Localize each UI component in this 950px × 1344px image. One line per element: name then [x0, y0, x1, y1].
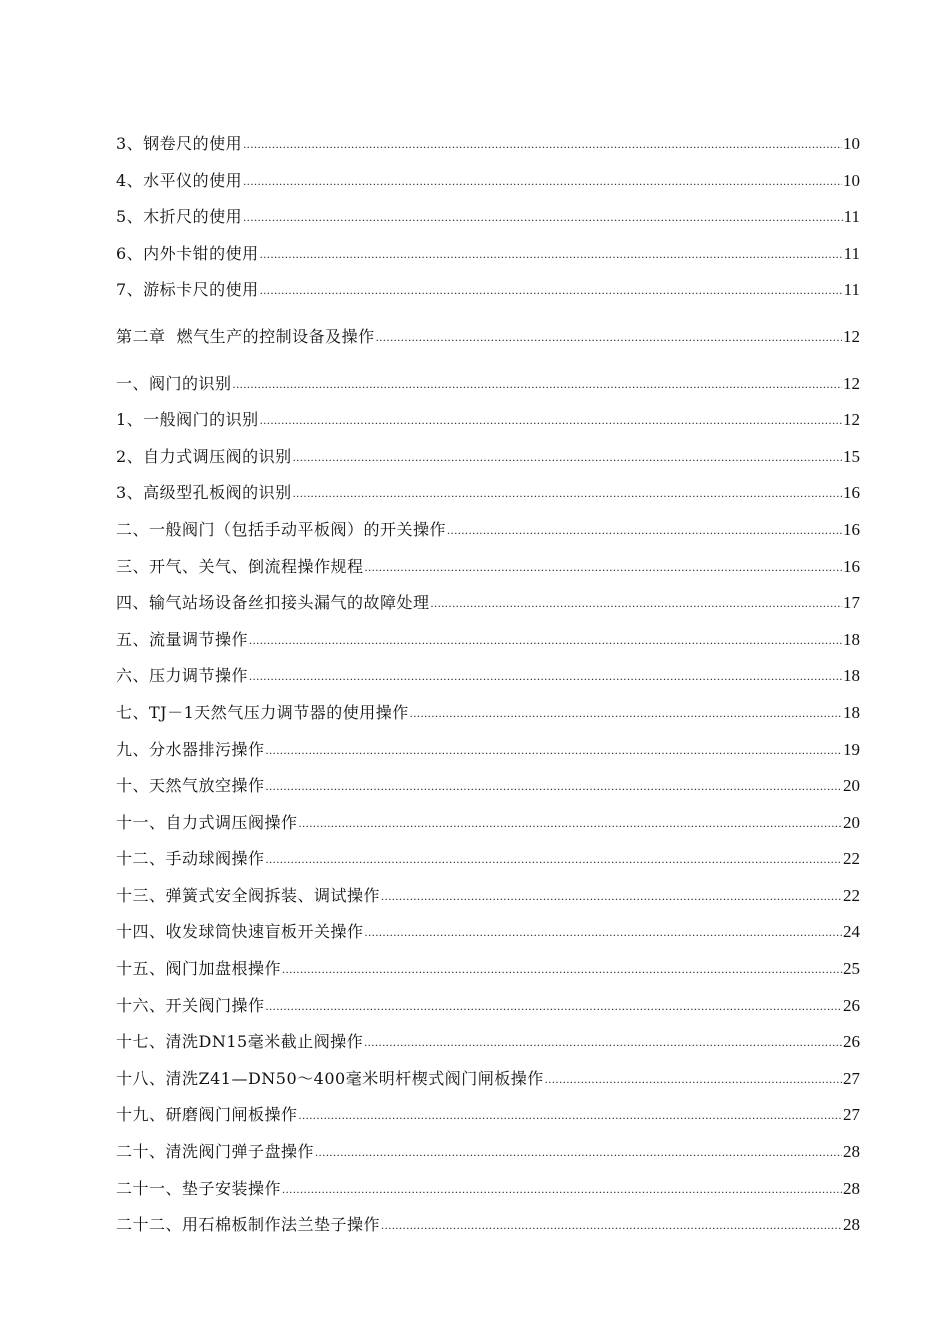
toc-entry[interactable] — [116, 951, 860, 988]
toc-entry-page: 28 — [843, 1178, 860, 1198]
toc-entry-title: 1、一般阀门的识别 — [116, 410, 259, 430]
toc-entry-page: 16 — [843, 483, 860, 503]
toc-chapter-entry[interactable] — [116, 319, 860, 356]
toc-entry-title: 十六、开关阀门操作 — [116, 995, 265, 1015]
toc-dot-leader — [431, 597, 842, 609]
toc-entry-page: 17 — [843, 593, 860, 613]
toc-entry-page: 28 — [843, 1215, 860, 1235]
toc-entry-title: 4、水平仪的使用 — [116, 170, 243, 190]
toc-entry[interactable] — [116, 1171, 860, 1208]
toc-dot-leader — [293, 451, 842, 463]
toc-entry-page: 22 — [843, 885, 860, 905]
toc-entry-title: 七、TJ－1天然气压力调节器的使用操作 — [116, 702, 409, 722]
toc-entry-page: 20 — [843, 776, 860, 796]
toc-entry[interactable] — [116, 512, 860, 549]
toc-entry-title: 十八、清洗Z41—DN50～400毫米明杆楔式阀门闸板操作 — [116, 1068, 544, 1088]
toc-dot-leader — [365, 561, 842, 573]
toc-dot-leader — [282, 963, 842, 975]
toc-dot-leader — [381, 1219, 842, 1231]
toc-entry-title: 第二章 燃气生产的控制设备及操作 — [116, 326, 375, 346]
toc-entry-page: 27 — [843, 1105, 860, 1125]
toc-entry-title: 十四、收发球筒快速盲板开关操作 — [116, 922, 364, 942]
toc-entry[interactable] — [116, 163, 860, 200]
toc-entry[interactable] — [116, 1024, 860, 1061]
toc-entry-page: 11 — [843, 243, 860, 263]
toc-dot-leader — [410, 707, 842, 719]
toc-dot-leader — [299, 1109, 842, 1121]
toc-entry-page: 24 — [843, 922, 860, 942]
toc-dot-leader — [243, 211, 842, 223]
toc-entry-title: 二十、清洗阀门弹子盘操作 — [116, 1142, 315, 1162]
toc-dot-leader — [260, 248, 843, 260]
toc-entry[interactable] — [116, 768, 860, 805]
toc-entry-title: 6、内外卡钳的使用 — [116, 243, 259, 263]
toc-dot-leader — [365, 926, 842, 938]
toc-dot-leader — [315, 1146, 842, 1158]
toc-entry[interactable] — [116, 1134, 860, 1171]
toc-entry-title: 二十一、垫子安装操作 — [116, 1178, 282, 1198]
toc-entry-title: 十、天然气放空操作 — [116, 776, 265, 796]
toc-entry[interactable] — [116, 914, 860, 951]
toc-entry-page: 12 — [843, 410, 860, 430]
toc-entry-title: 九、分水器排污操作 — [116, 739, 265, 759]
toc-entry-page: 11 — [843, 207, 860, 227]
toc-entry-page: 26 — [843, 995, 860, 1015]
toc-dot-leader — [299, 817, 842, 829]
toc-dot-leader — [266, 780, 842, 792]
toc-entry-page: 12 — [843, 373, 860, 393]
toc-entry-title: 五、流量调节操作 — [116, 629, 249, 649]
toc-entry-title: 六、压力调节操作 — [116, 666, 249, 686]
toc-entry[interactable] — [116, 475, 860, 512]
toc-entry-page: 18 — [843, 702, 860, 722]
toc-entry-title: 十三、弹簧式安全阀拆装、调试操作 — [116, 885, 381, 905]
toc-entry-page: 10 — [843, 170, 860, 190]
toc-entry-title: 二、一般阀门（包括手动平板阀）的开关操作 — [116, 519, 447, 539]
toc-entry-page: 28 — [843, 1142, 860, 1162]
toc-entry[interactable] — [116, 366, 860, 403]
toc-entry-page: 18 — [843, 629, 860, 649]
toc-dot-leader — [249, 670, 842, 682]
toc-entry-page: 15 — [843, 446, 860, 466]
toc-entry-page: 12 — [843, 326, 860, 346]
toc-entry[interactable] — [116, 1061, 860, 1098]
toc-entry[interactable] — [116, 1207, 860, 1244]
toc-entry[interactable] — [116, 622, 860, 659]
toc-entry-title: 四、输气站场设备丝扣接头漏气的故障处理 — [116, 593, 430, 613]
toc-entry[interactable] — [116, 1097, 860, 1134]
toc-entry-page: 10 — [843, 134, 860, 153]
toc-dot-leader — [260, 414, 842, 426]
toc-entry-page: 20 — [843, 812, 860, 832]
toc-dot-leader — [381, 890, 842, 902]
toc-entry-page: 11 — [843, 280, 860, 300]
toc-entry[interactable] — [116, 549, 860, 586]
toc-entry[interactable] — [116, 272, 860, 309]
toc-entry-title: 3、高级型孔板阀的识别 — [116, 483, 292, 503]
toc-entry-title: 十二、手动球阀操作 — [116, 849, 265, 869]
toc-dot-leader — [266, 853, 842, 865]
toc-entry-title: 十五、阀门加盘根操作 — [116, 959, 282, 979]
toc-entry[interactable] — [116, 805, 860, 842]
toc-dot-leader — [282, 1183, 842, 1195]
toc-dot-leader — [249, 634, 842, 646]
toc-entry-page: 22 — [843, 849, 860, 869]
toc-entry[interactable] — [116, 878, 860, 915]
toc-entry-title: 3、钢卷尺的使用 — [116, 134, 243, 153]
toc-entry[interactable] — [116, 732, 860, 769]
toc-dot-leader — [293, 487, 842, 499]
toc-entry[interactable] — [116, 695, 860, 732]
toc-dot-leader — [243, 138, 842, 150]
toc-entry-title: 5、木折尺的使用 — [116, 207, 243, 227]
toc-dot-leader — [260, 284, 843, 296]
toc-dot-leader — [376, 331, 842, 343]
toc-dot-leader — [447, 524, 842, 536]
toc-entry-title: 一、阀门的识别 — [116, 373, 232, 393]
toc-entry-title: 7、游标卡尺的使用 — [116, 280, 259, 300]
table-of-contents — [116, 126, 860, 1244]
toc-dot-leader — [545, 1073, 842, 1085]
toc-entry-page: 19 — [843, 739, 860, 759]
toc-entry-page: 18 — [843, 666, 860, 686]
toc-entry-page: 16 — [843, 519, 860, 539]
toc-dot-leader — [364, 1036, 842, 1048]
toc-dot-leader — [266, 1000, 842, 1012]
toc-entry[interactable] — [116, 236, 860, 273]
toc-entry[interactable] — [116, 126, 860, 163]
toc-entry[interactable] — [116, 841, 860, 878]
toc-entry[interactable] — [116, 199, 860, 236]
toc-entry[interactable] — [116, 585, 860, 622]
toc-entry[interactable] — [116, 402, 860, 439]
toc-entry-title: 十九、研磨阀门闸板操作 — [116, 1105, 298, 1125]
toc-dot-leader — [266, 744, 842, 756]
toc-entry-page: 16 — [843, 556, 860, 576]
toc-entry-title: 三、开气、关气、倒流程操作规程 — [116, 556, 364, 576]
toc-entry-title: 二十二、用石棉板制作法兰垫子操作 — [116, 1215, 381, 1235]
toc-entry-page: 26 — [843, 1032, 860, 1052]
toc-entry[interactable] — [116, 658, 860, 695]
toc-entry-title: 十一、自力式调压阀操作 — [116, 812, 298, 832]
toc-dot-leader — [233, 378, 842, 390]
toc-entry-title: 十七、清洗DN15毫米截止阀操作 — [116, 1032, 364, 1052]
toc-entry-page: 25 — [843, 959, 860, 979]
toc-dot-leader — [243, 175, 842, 187]
toc-entry-page: 27 — [843, 1068, 860, 1088]
toc-entry-title: 2、自力式调压阀的识别 — [116, 446, 292, 466]
toc-entry[interactable] — [116, 988, 860, 1025]
toc-entry[interactable] — [116, 439, 860, 476]
